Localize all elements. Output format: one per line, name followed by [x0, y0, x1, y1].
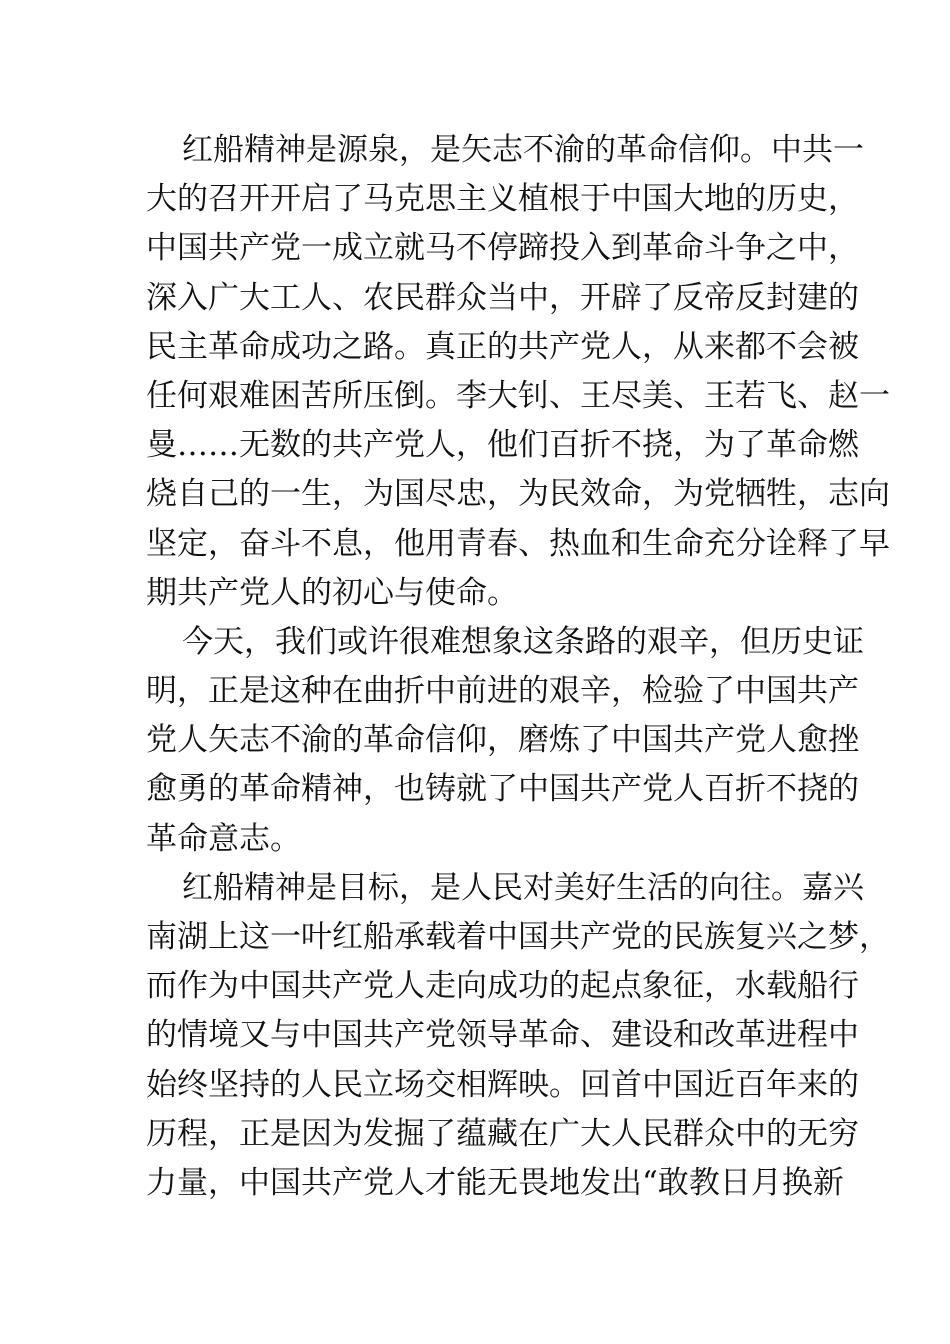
text-line: 愈勇的革命精神，也铸就了中国共产党人百折不挠的 — [146, 771, 859, 808]
text-line: 始终坚持的人民立场交相辉映。回首中国近百年来的 — [146, 1066, 859, 1103]
text-line: 革命意志。 — [146, 820, 301, 857]
text-line: 红船精神是目标，是人民对美好生活的向往。嘉兴 — [182, 869, 864, 906]
text-line: 烧自己的一生，为国尽忠，为民效命，为党牺牲，志向 — [146, 476, 890, 513]
text-line: 中国共产党一成立就马不停蹄投入到革命斗争之中， — [146, 230, 859, 267]
text-line: 期共产党人的初心与使命。 — [146, 574, 518, 611]
text-line: 的情境又与中国共产党领导革命、建设和改革进程中 — [146, 1017, 859, 1054]
text-line: 民主革命成功之路。真正的共产党人，从来都不会被 — [146, 328, 859, 365]
text-line: 今天，我们或许很难想象这条路的艰辛，但历史证 — [182, 623, 864, 660]
paragraph-3 — [146, 864, 890, 1208]
text-line: 坚定，奋斗不息，他用青春、热血和生命充分诠释了早 — [146, 525, 890, 562]
text-line: 任何艰难困苦所压倒。李大钊、王尽美、王若飞、赵一 — [146, 377, 890, 414]
text-line: 而作为中国共产党人走向成功的起点象征，水载船行 — [146, 968, 859, 1005]
text-line: 红船精神是源泉，是矢志不渝的革命信仰。中共一 — [182, 132, 864, 168]
paragraph-1 — [146, 126, 890, 618]
text-line: 大的召开开启了马克思主义植根于中国大地的历史， — [146, 181, 859, 218]
text-line: 南湖上这一叶红船承载着中国共产党的民族复兴之梦， — [146, 919, 890, 955]
text-line: 历程，正是因为发掘了蕴藏在广大人民群众中的无穷 — [146, 1115, 859, 1152]
document-body — [146, 126, 890, 1208]
text-line: 深入广大工人、农民群众当中，开辟了反帝反封建的 — [146, 279, 859, 316]
text-line: 党人矢志不渝的革命信仰，磨炼了中国共产党人愈挫 — [146, 722, 859, 759]
text-line: 力量，中国共产党人才能无畏地发出“敢教日月换新 — [146, 1164, 844, 1201]
text-line: 曼……无数的共产党人，他们百折不挠，为了革命燃 — [146, 427, 859, 464]
paragraph-2 — [146, 618, 864, 864]
text-line: 明，正是这种在曲折中前进的艰辛，检验了中国共产 — [146, 673, 859, 710]
